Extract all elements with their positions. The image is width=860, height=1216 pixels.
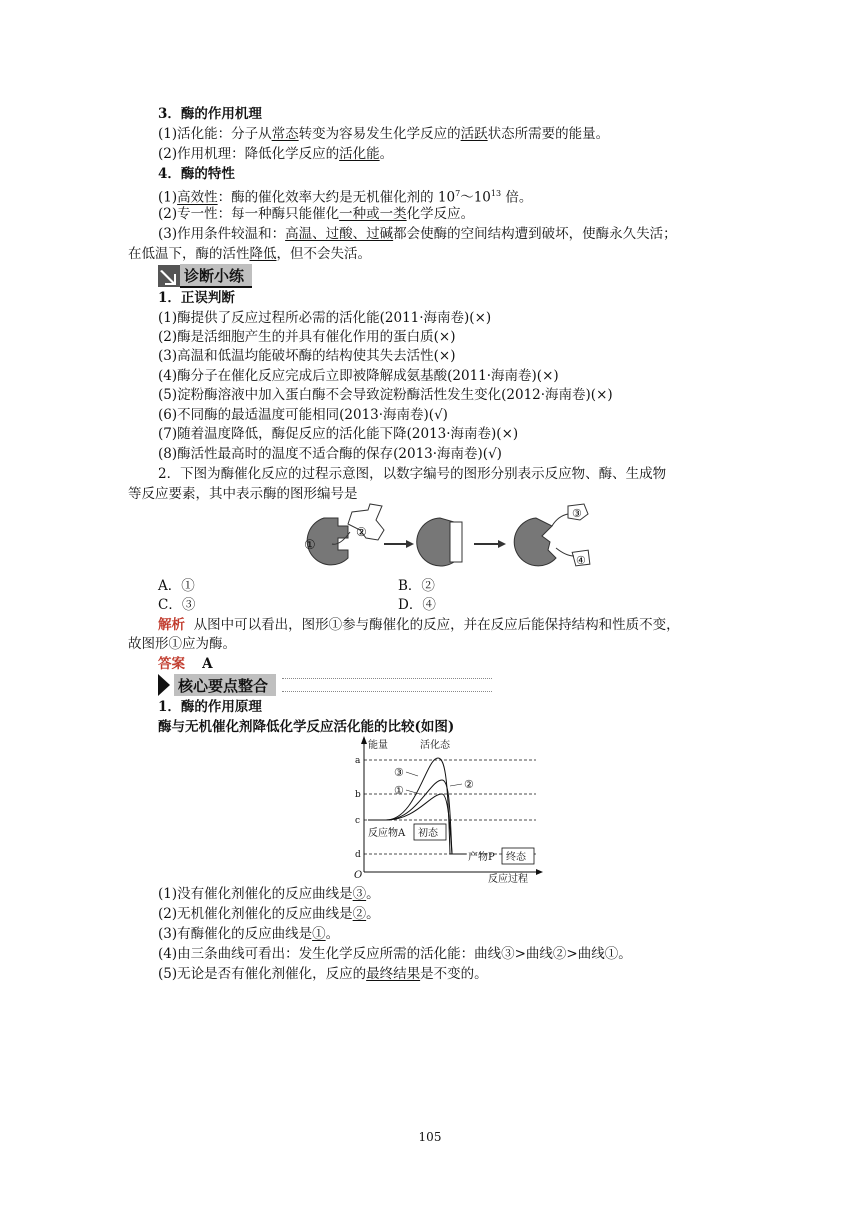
answer-label: 答案 xyxy=(158,656,185,672)
fig-label-3: ③ xyxy=(572,507,582,520)
activated-state-label: 活化态 xyxy=(420,740,450,751)
q1-item: (1)酶提供了反应过程所必需的活化能(2011·海南卷)(×) xyxy=(158,310,492,326)
enzyme-process-figure xyxy=(290,500,600,580)
core-item: (1)没有催化剂催化的反应曲线是③。 xyxy=(158,886,380,902)
core-item: (5)无论是否有催化剂催化，反应的最终结果是不变的。 xyxy=(158,966,488,982)
diagnosis-icon xyxy=(158,265,180,287)
banner-core-label: 核心要点整合 xyxy=(174,674,276,696)
section3-title: 3．酶的作用机理 xyxy=(158,106,262,122)
section3-line2: (2)作用机理：降低化学反应的活化能。 xyxy=(158,146,394,162)
core-item: (2)无机催化剂催化的反应曲线是②。 xyxy=(158,906,380,922)
final-state-label: 终态 xyxy=(506,852,526,863)
section4-line4: 在低温下，酶的活性降低，但不会失活。 xyxy=(128,246,371,262)
q2-analysis-line1: 解析 从图中可以看出，图形①参与酶催化的反应，并在反应后能保持结构和性质不变， xyxy=(158,617,680,633)
q2-answer: 答案 A xyxy=(158,656,213,672)
curve-label-1: ① xyxy=(394,784,404,797)
q2-option-a: A．① xyxy=(158,578,195,594)
q2-option-c: C．③ xyxy=(158,597,196,613)
fig-label-1: ① xyxy=(304,538,316,553)
q1-item: (7)随着温度降低，酶促反应的活化能下降(2013·海南卷)(×) xyxy=(158,426,519,442)
analysis-label: 解析 xyxy=(158,617,185,633)
q2-stem-line2: 等反应要素，其中表示酶的图形编号是 xyxy=(128,486,358,502)
level-b: b xyxy=(355,790,361,800)
q1-item: (5)淀粉酶溶液中加入蛋白酶不会导致淀粉酶活性发生变化(2012·海南卷)(×) xyxy=(158,387,613,403)
dotted-rule xyxy=(282,678,492,692)
q2-analysis-line2: 故图形①应为酶。 xyxy=(128,636,236,652)
y-axis-label: 能量 xyxy=(368,740,388,751)
section4-line1: (1)高效性：酶的催化效率大约是无机催化剂的 $10^7\sim 10^{13}$ 倍。 xyxy=(158,189,533,206)
core-title: 1．酶的作用原理 xyxy=(158,699,262,715)
curve-label-2: ② xyxy=(464,778,474,791)
banner-diagnosis-label: 诊断小练 xyxy=(180,264,252,288)
level-d: d xyxy=(355,850,361,860)
page-number: 105 xyxy=(418,1130,442,1144)
banner-diagnosis xyxy=(158,265,252,287)
x-axis-label: 反应过程 xyxy=(488,874,528,885)
chevron-right-icon xyxy=(158,674,170,696)
q2-option-b: B．② xyxy=(398,578,435,594)
reactant-label: 反应物A xyxy=(368,828,406,839)
q1-item: (4)酶分子在催化反应完成后立即被降解成氨基酸(2011·海南卷)(×) xyxy=(158,368,559,384)
banner-core xyxy=(158,674,492,696)
section4-line3: (3)作用条件较温和：高温、过酸、过碱都会使酶的空间结构遭到破坏，使酶永久失活； xyxy=(158,226,677,242)
energy-graph xyxy=(346,736,546,886)
fig-label-4: ④ xyxy=(576,554,586,567)
q2-option-d: D．④ xyxy=(398,597,436,613)
section4-title: 4．酶的特性 xyxy=(158,166,235,182)
q1-item: (2)酶是活细胞产生的并具有催化作用的蛋白质(×) xyxy=(158,329,456,345)
q1-item: (8)酶活性最高时的温度不适合酶的保存(2013·海南卷)(√) xyxy=(158,446,502,462)
origin-label: O xyxy=(354,870,363,881)
core-item: (4)由三条曲线可看出：发生化学反应所需的活化能：曲线③>曲线②>曲线①。 xyxy=(158,946,632,962)
q1-item: (3)高温和低温均能破坏酶的结构使其失去活性(×) xyxy=(158,348,456,364)
level-a: a xyxy=(355,756,361,766)
fig-label-2: ② xyxy=(356,525,367,539)
q1-item: (6)不同酶的最适温度可能相同(2013·海南卷)(√) xyxy=(158,407,448,423)
curve-label-3: ③ xyxy=(394,766,404,779)
product-label: 产物P xyxy=(468,852,495,863)
core-subtitle: 酶与无机催化剂降低化学反应活化能的比较(如图) xyxy=(158,719,455,735)
core-item: (3)有酶催化的反应曲线是①。 xyxy=(158,926,340,942)
initial-state-label: 初态 xyxy=(418,828,438,839)
q2-stem-line1: 2．下图为酶催化反应的过程示意图，以数字编号的图形分别表示反应物、酶、生成物 xyxy=(158,466,667,482)
q1-title: 1．正误判断 xyxy=(158,290,235,306)
section4-line2: (2)专一性：每一种酶只能催化一种或一类化学反应。 xyxy=(158,206,475,222)
level-c: c xyxy=(355,816,361,826)
section3-line1: (1)活化能：分子从常态转变为容易发生化学反应的活跃状态所需要的能量。 xyxy=(158,126,610,142)
